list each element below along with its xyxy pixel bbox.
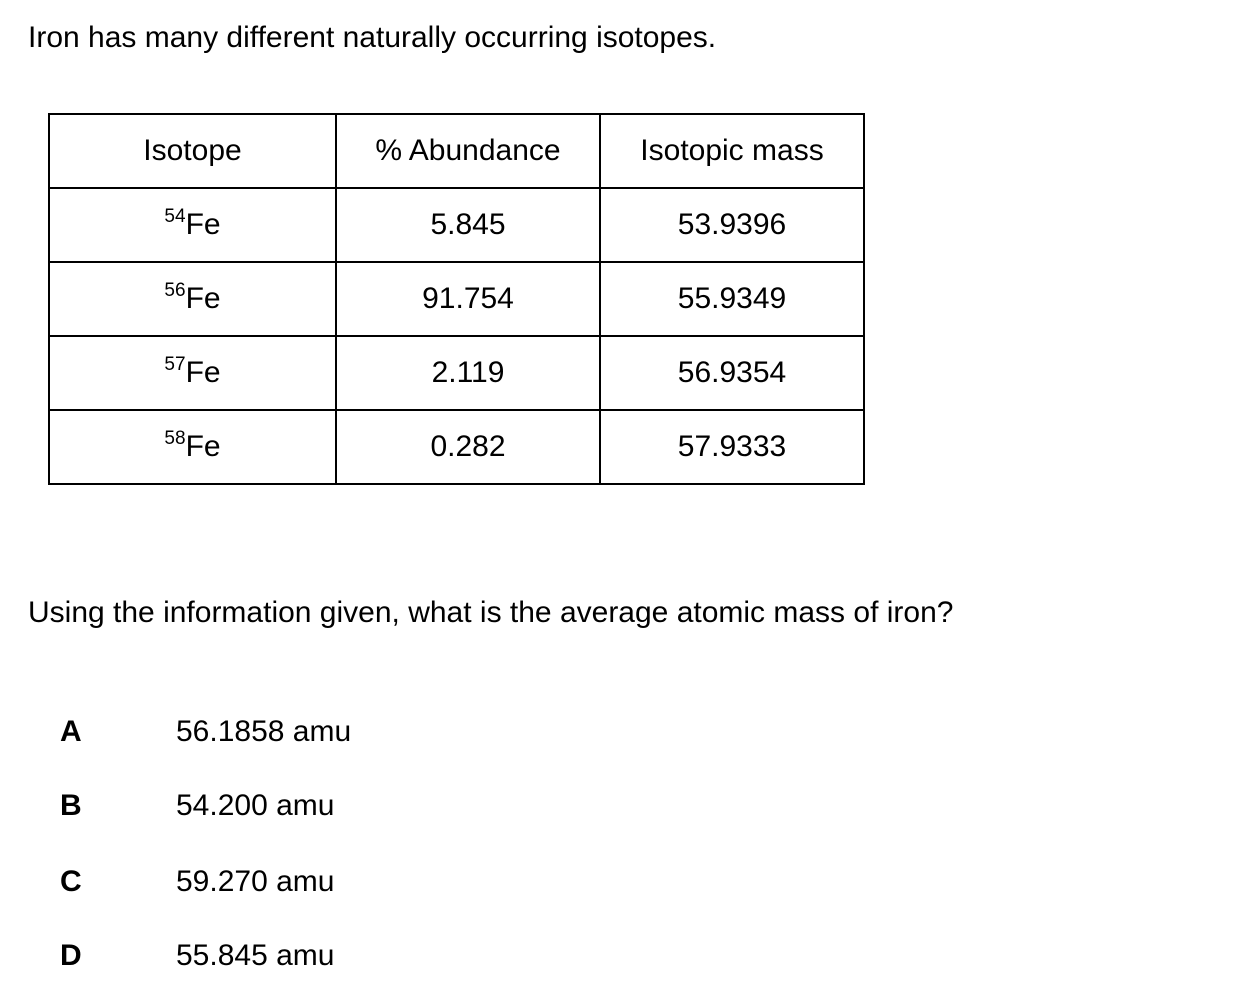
option-text: 55.845 amu [176,939,335,972]
abundance-cell: 2.119 [336,336,600,410]
element-symbol: Fe [185,282,221,315]
table-header-row [49,114,864,188]
abundance-cell: 5.845 [336,188,600,262]
header-isotope: Isotope [49,114,336,188]
table-row [49,336,864,410]
isotope-table [48,113,865,485]
table-row [49,262,864,336]
question-text: Using the information given, what is the average atomic mass of iron? [28,596,954,629]
option-text: 56.1858 amu [176,715,352,748]
isotopic-mass-cell: 53.9396 [600,188,864,262]
mass-number: 56 [164,280,186,301]
isotope-cell [49,188,336,262]
header-abundance: % Abundance [336,114,600,188]
answer-option-a[interactable] [60,712,560,752]
header-isotopic-mass: Isotopic mass [600,114,864,188]
isotopic-mass-cell: 56.9354 [600,336,864,410]
option-letter: C [60,865,82,898]
isotope-cell [49,262,336,336]
intro-text: Iron has many different naturally occurring isotopes. [28,21,717,54]
isotope-cell [49,410,336,484]
isotopic-mass-cell: 57.9333 [600,410,864,484]
answer-option-b[interactable] [60,786,560,826]
isotopic-mass-cell: 55.9349 [600,262,864,336]
option-letter: D [60,939,82,972]
isotope-cell [49,336,336,410]
option-letter: A [60,715,82,748]
element-symbol: Fe [185,430,221,463]
table-row [49,410,864,484]
abundance-cell: 0.282 [336,410,600,484]
mass-number: 54 [164,206,186,227]
element-symbol: Fe [185,356,221,389]
answer-option-d[interactable] [60,936,560,976]
abundance-cell: 91.754 [336,262,600,336]
option-letter: B [60,789,82,822]
option-text: 54.200 amu [176,789,335,822]
answer-option-c[interactable] [60,862,560,902]
element-symbol: Fe [185,208,221,241]
option-text: 59.270 amu [176,865,335,898]
table-row [49,188,864,262]
mass-number: 58 [164,428,186,449]
mass-number: 57 [164,354,186,375]
